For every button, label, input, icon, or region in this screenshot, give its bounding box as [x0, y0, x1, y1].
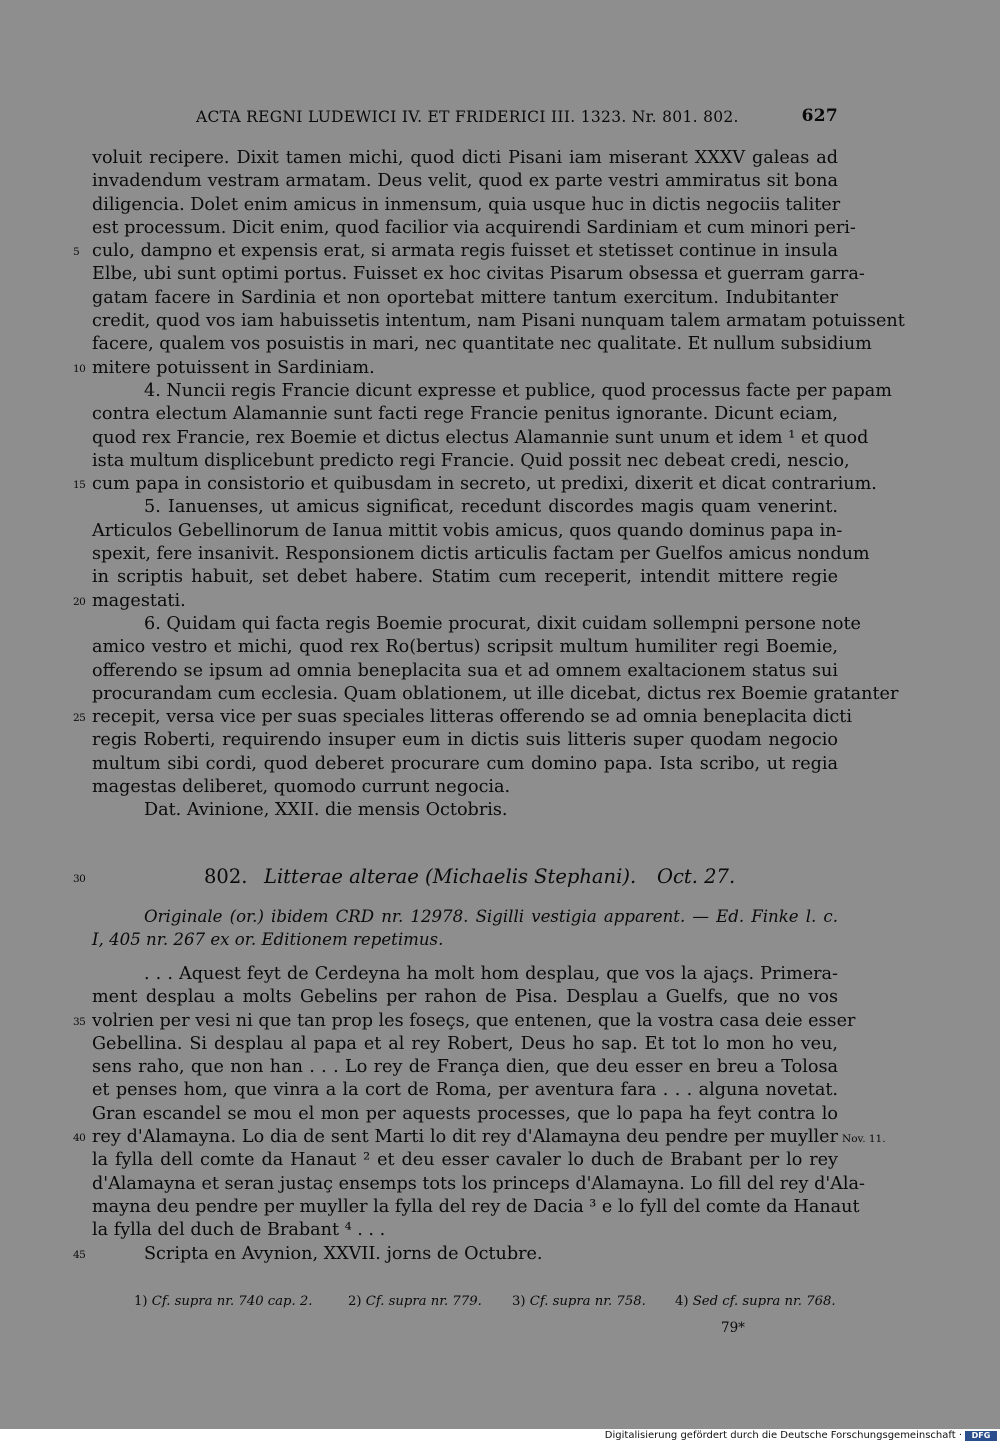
- line-text: Gebellina. Si desplau al papa et al rey Robert, Deus ho sap. Et tot lo mon ho veu,: [92, 1033, 838, 1054]
- line-text: ment desplau a molts Gebelins per rahon de Pisa. Desplau a Guelfs, que no vos: [92, 987, 838, 1008]
- document-date: Oct. 27.: [657, 865, 736, 888]
- line-text: contra electum Alamannie sunt facti rege Francie penitus ignorante. Dicunt eciam,: [92, 404, 838, 425]
- text-line: [73, 357, 838, 380]
- line-number: 15: [73, 479, 86, 492]
- footnote-text: Cf. supra nr. 740 cap. 2.: [151, 1294, 313, 1309]
- line-text: cum papa in consistorio et quibusdam in secreto, ut predixi, dixerit et dicat contrarium.: [92, 474, 877, 495]
- line-text: . . . Aquest feyt de Cerdeyna ha molt hom desplau, que vos la ajaçs. Primera-: [144, 964, 838, 984]
- text-line: [92, 450, 850, 473]
- text-line: [92, 1196, 860, 1219]
- text-line: [92, 613, 861, 636]
- footnote: [512, 1294, 646, 1309]
- text-line: [73, 590, 838, 613]
- text-line: [92, 263, 865, 286]
- line-text: et penses hom, que vinra a la cort de Roma, per aventura fara . . . alguna novetat.: [92, 1080, 838, 1101]
- page-number: 627: [801, 106, 838, 126]
- running-title: ACTA REGNI LUDEWICI IV. ET FRIDERICI III. 1323. Nr. 801. 802.: [196, 108, 739, 126]
- line-text: 4. Nuncii regis Francie dicunt expresse et publice, quod processus facte per papam: [144, 380, 892, 401]
- text-line: [92, 799, 838, 822]
- margin-date-note: Nov. 11.: [842, 1133, 886, 1146]
- line-text: multum sibi cordi, quod deberet procurare cum domino papa. Ista scribo, ut regia: [92, 753, 838, 774]
- footnote-text: Sed cf. supra nr. 768.: [692, 1294, 836, 1309]
- line-text: sens raho, que non han . . . Lo rey de França dien, que deu esser en breu a Tolosa: [92, 1057, 838, 1078]
- text-line: [92, 753, 838, 776]
- text-line: [92, 147, 838, 170]
- text-line: [92, 1033, 838, 1056]
- line-text: facere, qualem vos posuistis in mari, nec quantitate nec qualitate. Et nullum subsidium: [92, 334, 872, 355]
- footnote-number: 4): [675, 1294, 689, 1309]
- line-text: Elbe, ubi sunt optimi portus. Fuisset ex hoc civitas Pisarum obsessa et guerram garra-: [92, 264, 865, 285]
- line-number: 40: [73, 1132, 86, 1145]
- line-number: 35: [73, 1015, 86, 1028]
- text-line: [92, 310, 905, 333]
- line-text: Articulos Gebellinorum de Ianua mittit vobis amicus, quos quando dominus papa in-: [92, 520, 843, 541]
- line-text: recepit, versa vice per suas speciales litteras offerendo se ad omnia beneplacita dicti: [92, 707, 853, 728]
- dfg-logo-icon: DFG: [965, 1431, 997, 1441]
- line-text: voluit recipere. Dixit tamen michi, quod dicti Pisani iam miserant XXXV galeas ad: [92, 148, 838, 168]
- line-text: offerendo se ipsum ad omnia beneplacita sua et ad omnem exaltacionem status sui: [92, 660, 838, 681]
- line-text: est processum. Dicit enim, quod facilior via acquirendi Sardiniam et cum minori peri-: [92, 217, 856, 238]
- text-line: [92, 496, 838, 519]
- source-line: I, 405 nr. 267 ex or. Editionem repetimus.: [92, 930, 444, 950]
- line-text: invadendum vestram armatam. Deus velit, quod ex parte vestri ammiratus sit bona: [92, 171, 838, 192]
- line-number: 20: [73, 595, 86, 608]
- text-line: [92, 1056, 838, 1079]
- text-line: [73, 1010, 856, 1033]
- footnote-number: 3): [512, 1294, 526, 1309]
- text-line: [92, 380, 892, 403]
- text-line: [92, 986, 838, 1009]
- text-line: [92, 194, 841, 217]
- footnote-number: 1): [134, 1294, 148, 1309]
- footnote-text: Cf. supra nr. 758.: [529, 1294, 646, 1309]
- line-text: 5. Ianuenses, ut amicus significat, recedunt discordes magis quam venerint.: [144, 497, 838, 518]
- text-line: [92, 1149, 838, 1172]
- line-text: regis Roberti, requirendo insuper eum in dictis suis litteris super quodam negocio: [92, 730, 838, 751]
- line-text: magestas deliberet, quomodo currunt negocia.: [92, 777, 511, 798]
- line-text: mayna deu pendre per muyller la fylla del rey de Dacia ³ e lo fyll del comte da Hanaut: [92, 1196, 860, 1217]
- line-number: 25: [73, 712, 86, 725]
- line-text: procurandam cum ecclesia. Quam oblationem, ut ille dicebat, dictus rex Boemie gratanter: [92, 683, 899, 704]
- text-line: [92, 1173, 865, 1196]
- text-line: [92, 403, 838, 426]
- line-text: Scripta en Avynion, XXVII. jorns de Octubre.: [144, 1243, 543, 1264]
- footnote: [348, 1294, 482, 1309]
- line-text: rey d'Alamayna. Lo dia de sent Marti lo dit rey d'Alamayna deu pendre per muyller: [92, 1127, 838, 1148]
- source-note: [92, 905, 838, 952]
- text-line: [92, 287, 838, 310]
- line-text: la fylla del duch de Brabant ⁴ . . .: [92, 1220, 386, 1241]
- line-text: ista multum displicebunt predicto regi Francie. Quid possit nec debeat credi, nescio,: [92, 450, 850, 471]
- line-text: volrien per vesi ni que tan prop les foseçs, que entenen, que la vostra casa deie esser: [92, 1010, 856, 1031]
- footnotes: [92, 1294, 838, 1314]
- text-line: [92, 520, 843, 543]
- line-text: in scriptis habuit, set debet habere. Statim cum receperit, intendit mittere regie: [92, 567, 838, 588]
- line-text: Gran escandel se mou el mon per aquests processes, que lo papa ha feyt contra lo: [92, 1103, 838, 1124]
- line-text: Dat. Avinione, XXII. die mensis Octobris.: [144, 800, 508, 821]
- document-heading-802: [73, 865, 838, 891]
- line-text: mitere potuissent in Sardiniam.: [92, 357, 375, 378]
- letter-802-text: [73, 963, 886, 1266]
- line-text: amico vestro et michi, quod rex Ro(bertus) scripsit multum humiliter regi Boemie,: [92, 637, 838, 658]
- line-text: magestati.: [92, 590, 186, 611]
- text-line: [92, 427, 869, 450]
- letter-801-text: [73, 147, 905, 823]
- text-line: [92, 543, 870, 566]
- text-line: [92, 217, 856, 240]
- text-line: [73, 706, 853, 729]
- line-text: quod rex Francie, rex Boemie et dictus electus Alamannie sunt unum et idem ¹ et quod: [92, 427, 869, 448]
- line-number: 30: [73, 873, 86, 885]
- funding-credit: Digitalisierung gefördert durch die Deutsche Forschungsgemeinschaft ·: [604, 1430, 962, 1441]
- line-text: 6. Quidam qui facta regis Boemie procurat, dixit cuidam sollempni persone note: [144, 613, 861, 634]
- footnote: [134, 1294, 312, 1309]
- footnote-number: 2): [348, 1294, 362, 1309]
- line-number: 5: [73, 246, 80, 259]
- line-text: spexit, fere insanivit. Responsionem dictis articulis factam per Guelfos amicus nondum: [92, 544, 870, 565]
- line-number: 45: [73, 1248, 86, 1261]
- line-text: la fylla dell comte da Hanaut ² et deu esser cavaler lo duch de Brabant per lo rey: [92, 1150, 838, 1171]
- text-line: [92, 660, 838, 683]
- line-number: 10: [73, 362, 86, 375]
- footnote-text: Cf. supra nr. 779.: [365, 1294, 482, 1309]
- document-title: Litterae alterae (Michaelis Stephani).: [264, 865, 637, 888]
- text-line: [92, 1103, 838, 1126]
- text-line: [92, 1219, 838, 1242]
- text-line: [92, 1079, 838, 1102]
- text-line: [92, 776, 838, 799]
- digitization-footer: [0, 1429, 1000, 1443]
- sheet-signature: 79*: [721, 1320, 745, 1336]
- text-line: [92, 636, 838, 659]
- text-line: [73, 1243, 838, 1266]
- line-text: gatam facere in Sardinia et non oportebat mittere tantum exercitum. Indubitanter: [92, 287, 838, 308]
- line-text: culo, dampno et expensis erat, si armata regis fuisset et stetisset continue in insula: [92, 241, 839, 262]
- line-text: diligencia. Dolet enim amicus in inmensum, quia usque huc in dictis negociis taliter: [92, 194, 841, 215]
- text-line: [92, 683, 899, 706]
- text-line: [92, 963, 838, 986]
- text-line: [73, 240, 839, 263]
- text-line: [92, 566, 838, 589]
- text-line: [73, 473, 877, 496]
- text-line: [73, 1126, 886, 1149]
- line-text: credit, quod vos iam habuissetis intentum, nam Pisani nunquam talem armatam potuissent: [92, 311, 905, 332]
- text-line: [92, 729, 838, 752]
- line-text: d'Alamayna et seran justaç ensemps tots los princeps d'Alamayna. Lo fill del rey d'Ala-: [92, 1173, 865, 1194]
- text-line: [92, 170, 838, 193]
- text-line: [92, 333, 872, 356]
- source-line: Originale (or.) ibidem CRD nr. 12978. Sigilli vestigia apparent. — Ed. Finke l. c.: [144, 907, 838, 926]
- footnote: [675, 1294, 836, 1309]
- document-number: 802.: [204, 865, 248, 888]
